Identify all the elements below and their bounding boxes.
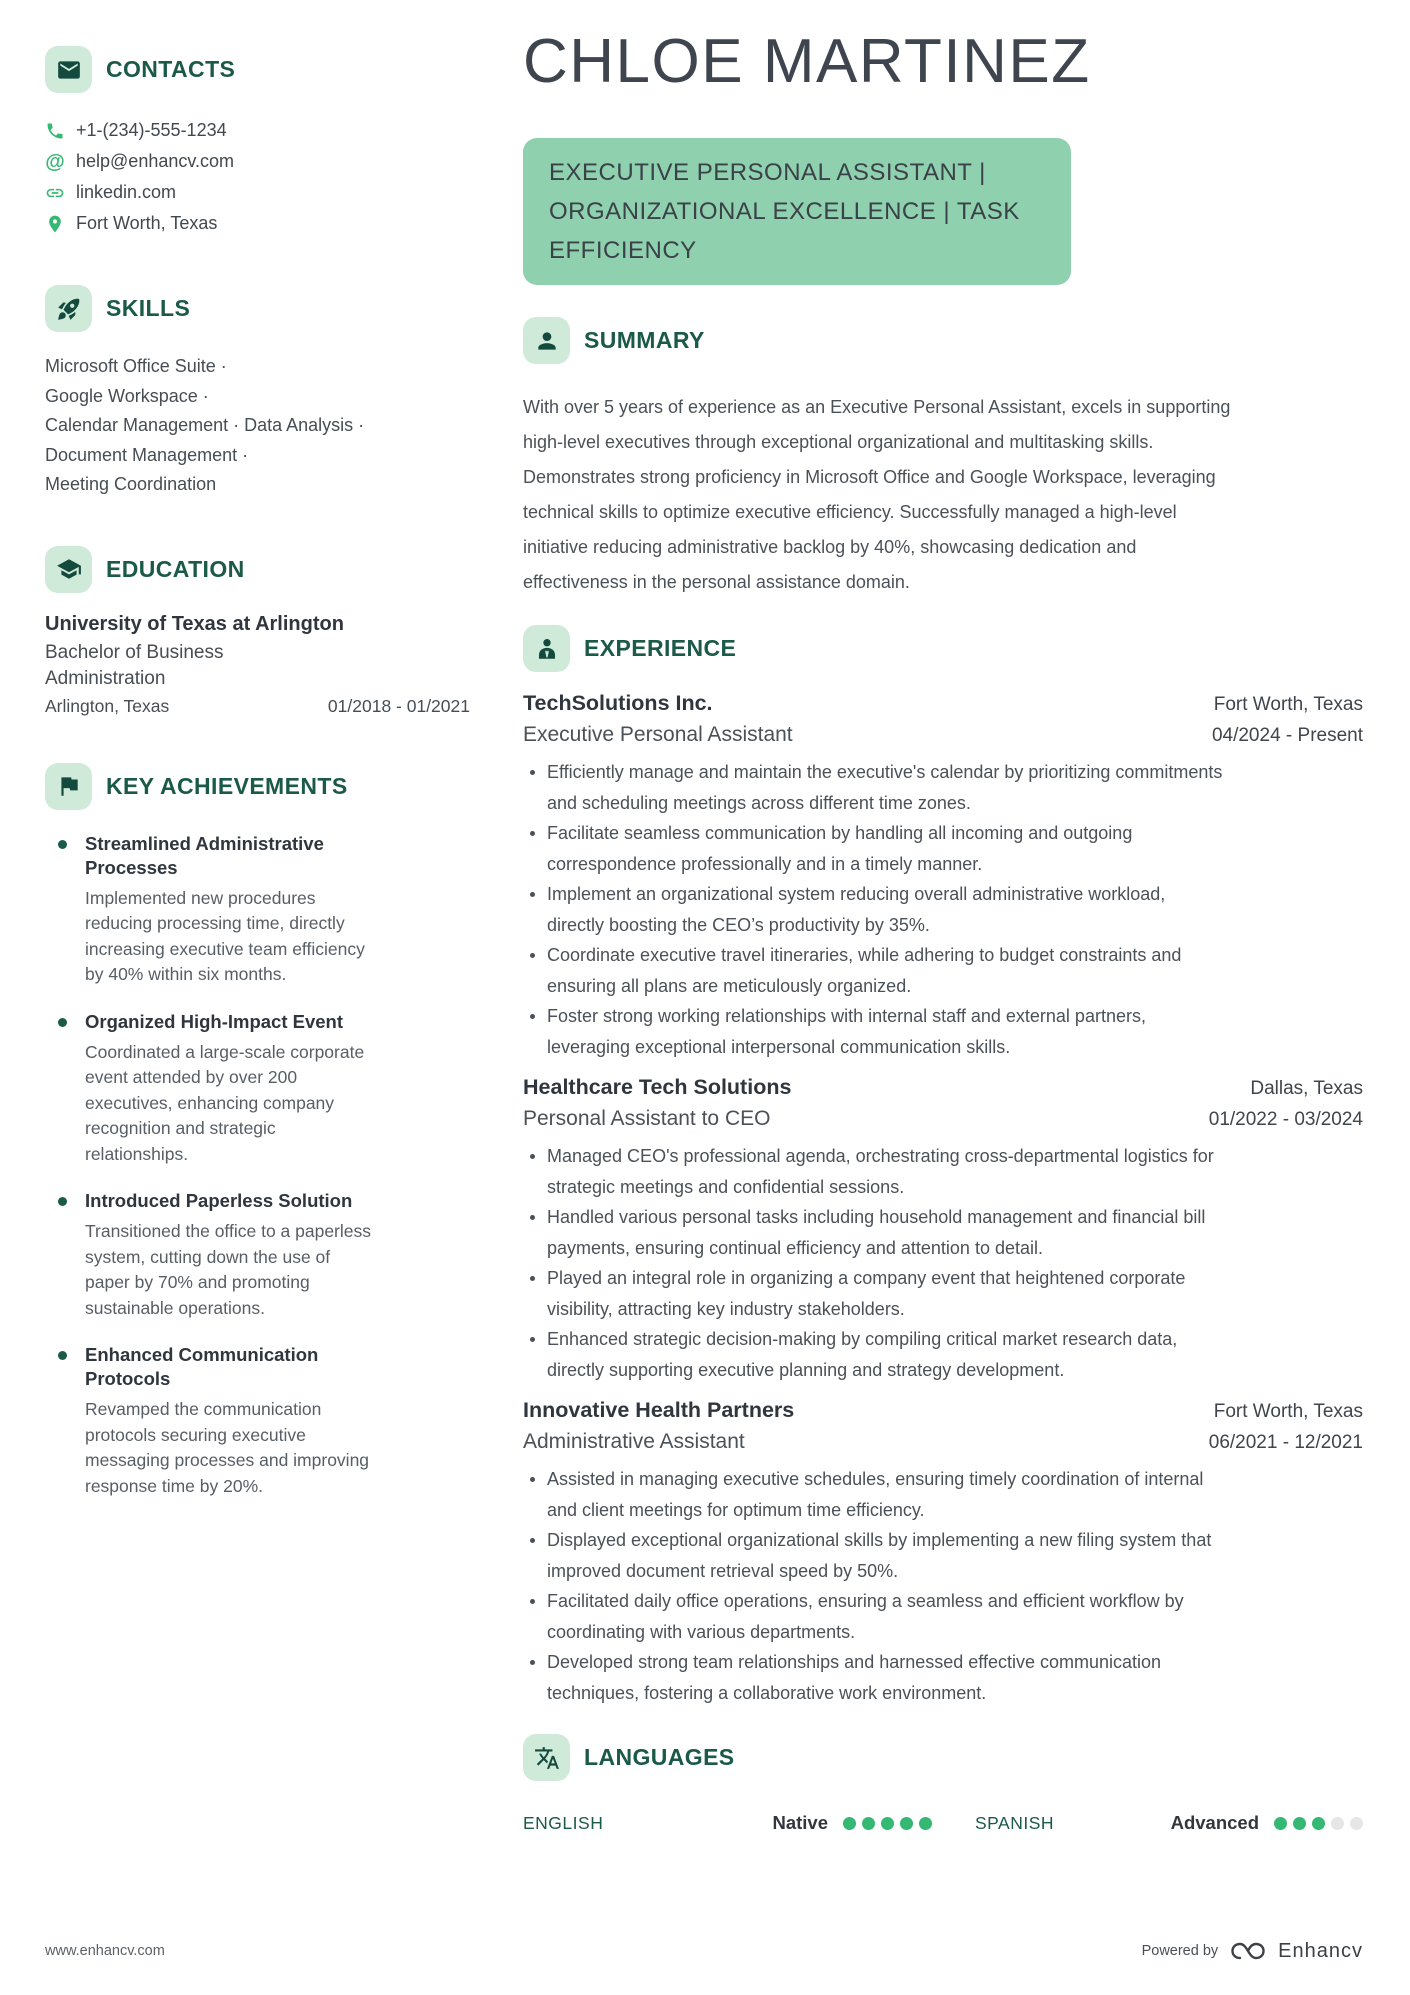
job-bullet-list: [523, 1464, 1223, 1708]
proficiency-dot: [1293, 1817, 1306, 1830]
language-entry: [523, 1812, 932, 1834]
flag-icon: [45, 763, 92, 810]
job-dates: 01/2022 - 03/2024: [1208, 1109, 1363, 1130]
education-meta-row: [45, 696, 470, 717]
job-bullet: Assisted in managing executive schedules, ensuring timely coordination of internal and client meetings for optimum time efficiency.: [523, 1464, 1223, 1525]
envelope-icon: [45, 46, 92, 93]
achievement-title: Enhanced Communication Protocols: [85, 1344, 319, 1389]
contact-phone: [45, 115, 470, 146]
languages-row: [523, 1812, 1363, 1834]
achievements-section-header: [45, 763, 470, 810]
languages-section-header: [523, 1734, 1363, 1781]
contacts-section-header: [45, 46, 470, 93]
achievement-title: Streamlined Administrative Processes: [85, 832, 324, 878]
language-name: ENGLISH: [523, 1812, 604, 1833]
proficiency-dot: [919, 1817, 932, 1830]
job-location: Fort Worth, Texas: [1213, 694, 1363, 715]
enhancv-wordmark: Enhancv: [1278, 1939, 1363, 1962]
achievement-item: [45, 1189, 470, 1321]
person-icon: [523, 317, 570, 364]
experience-entry: [523, 1072, 1363, 1385]
job-bullet: Facilitate seamless communication by handling all incoming and outgoing correspondence professionally and in a timely manner.: [523, 818, 1223, 879]
education-title: EDUCATION: [106, 555, 245, 582]
candidate-name: CHLOE MARTINEZ: [523, 27, 1091, 96]
enhancv-logo-icon: [1228, 1937, 1268, 1965]
page-footer: [45, 1937, 1363, 1965]
company-name: Innovative Health Partners: [523, 1398, 795, 1422]
achievement-body: Transitioned the office to a paperless system, cutting down the use of paper by 70% and promoting sustainable operations.: [85, 1221, 372, 1318]
phone-icon: [45, 121, 65, 141]
location-text: Fort Worth, Texas: [76, 213, 218, 233]
headline-banner: [523, 138, 1071, 285]
languages-title: LANGUAGES: [584, 1744, 735, 1770]
achievement-item: [45, 832, 470, 988]
achievement-item: [45, 1343, 470, 1499]
linkedin-url[interactable]: linkedin.com: [76, 182, 177, 202]
language-level: Native: [772, 1812, 828, 1833]
experience-title: EXPERIENCE: [584, 635, 737, 661]
link-icon: [45, 183, 65, 203]
degree-name: Bachelor of Business Administration: [45, 641, 224, 689]
phone-number: +1-(234)-555-1234: [76, 120, 227, 140]
achievement-title: Introduced Paperless Solution: [85, 1190, 353, 1211]
job-location: Fort Worth, Texas: [1213, 1401, 1363, 1422]
education-location: Arlington, Texas: [45, 695, 170, 716]
job-role: Administrative Assistant: [523, 1430, 745, 1453]
job-bullet: Handled various personal tasks including household management and financial bill payments, ensuring continual efficiency and attention to detail.: [523, 1202, 1223, 1263]
company-name: Healthcare Tech Solutions: [523, 1075, 792, 1099]
language-name: SPANISH: [975, 1812, 1055, 1833]
job-bullet: Enhanced strategic decision-making by compiling critical market research data, directly supporting executive planning and strategy development.: [523, 1324, 1223, 1385]
job-bullet: Played an integral role in organizing a company event that heightened corporate visibility, attracting key industry stakeholders.: [523, 1263, 1223, 1324]
rocket-icon: [45, 285, 92, 332]
person-tie-icon: [523, 625, 570, 672]
skill-line: Meeting Coordination: [45, 474, 217, 494]
achievement-body: Revamped the communication protocols securing executive messaging processes and improving response time by 20%.: [85, 1399, 370, 1496]
contacts-title: CONTACTS: [106, 56, 236, 82]
language-proficiency-dots: [1274, 1817, 1363, 1830]
job-bullet: Managed CEO's professional agenda, orchestrating cross-departmental logistics for strategic meetings and confidential sessions.: [523, 1141, 1223, 1202]
job-role: Executive Personal Assistant: [523, 723, 793, 746]
summary-section-header: [523, 317, 1363, 364]
proficiency-dot: [1274, 1817, 1287, 1830]
skill-line: Calendar Management · Data Analysis ·: [45, 415, 365, 435]
job-bullet-list: [523, 757, 1223, 1062]
graduation-cap-icon: [45, 546, 92, 593]
at-icon: @: [45, 150, 65, 173]
language-level: Advanced: [1170, 1812, 1259, 1833]
job-bullet: Efficiently manage and maintain the executive's calendar by prioritizing commitments and scheduling meetings across different time zones.: [523, 757, 1223, 818]
achievements-title: KEY ACHIEVEMENTS: [106, 772, 348, 799]
summary-paragraph: With over 5 years of experience as an Executive Personal Assistant, excels in supporting high-level executives through exceptional organizational and multitasking skills. Demonstrates strong proficiency in Microsoft Office and Google Workspace, leveraging technical skills to optimize executive efficiency. Successfully managed a high-level initiative reducing administrative backlog by 40%, showcasing dedication and effectiveness in the personal assistance domain.: [523, 397, 1231, 592]
achievement-item: [45, 1010, 470, 1168]
experience-entry: [523, 1395, 1363, 1708]
proficiency-dot: [862, 1817, 875, 1830]
location-pin-icon: [45, 214, 65, 234]
email-address[interactable]: help@enhancv.com: [76, 151, 235, 171]
contact-list: [45, 115, 470, 239]
skill-line: Google Workspace ·: [45, 385, 209, 406]
job-bullet-list: [523, 1141, 1223, 1385]
powered-by-group[interactable]: [1142, 1937, 1363, 1965]
contact-email: [45, 146, 470, 177]
proficiency-dot: [843, 1817, 856, 1830]
sidebar: [45, 0, 470, 1834]
translate-icon: [523, 1734, 570, 1781]
language-entry: [975, 1812, 1363, 1834]
skill-line: Microsoft Office Suite ·: [45, 356, 227, 376]
job-role: Personal Assistant to CEO: [523, 1107, 771, 1130]
main-column: [523, 0, 1363, 1834]
achievements-list: [45, 832, 470, 1500]
proficiency-dot: [881, 1817, 894, 1830]
job-location: Dallas, Texas: [1250, 1078, 1363, 1099]
skills-section-header: [45, 285, 470, 332]
education-dates: 01/2018 - 01/2021: [327, 695, 470, 716]
contact-linkedin: [45, 177, 470, 208]
experience-section-header: [523, 625, 1363, 672]
proficiency-dot: [1331, 1817, 1344, 1830]
proficiency-dot: [1312, 1817, 1325, 1830]
education-section-header: [45, 546, 470, 593]
language-proficiency-dots: [843, 1817, 932, 1830]
achievement-body: Coordinated a large-scale corporate event attended by over 200 executives, enhancing company recognition and strategic relationships.: [85, 1041, 365, 1164]
footer-url[interactable]: www.enhancv.com: [45, 1943, 165, 1959]
powered-by-label: Powered by: [1141, 1943, 1219, 1959]
company-name: TechSolutions Inc.: [523, 691, 713, 715]
skill-line: Document Management ·: [45, 444, 249, 465]
job-dates: 04/2024 - Present: [1211, 725, 1363, 746]
experience-entry: [523, 688, 1363, 1062]
job-bullet: Implement an organizational system reducing overall administrative workload, directly boosting the CEO’s productivity by 35%.: [523, 879, 1223, 940]
skills-title: SKILLS: [106, 295, 191, 321]
job-bullet: Foster strong working relationships with internal staff and external partners, leveraging exceptional interpersonal communication skills.: [523, 1001, 1223, 1062]
school-name: University of Texas at Arlington: [45, 612, 344, 635]
job-bullet: Facilitated daily office operations, ensuring a seamless and efficient workflow by coordinating with various departments.: [523, 1586, 1223, 1647]
job-bullet: Displayed exceptional organizational skills by implementing a new filing system that improved document retrieval speed by 50%.: [523, 1525, 1223, 1586]
proficiency-dot: [1350, 1817, 1363, 1830]
education-entry: [45, 610, 470, 717]
proficiency-dot: [900, 1817, 913, 1830]
job-dates: 06/2021 - 12/2021: [1208, 1432, 1363, 1453]
job-bullet: Coordinate executive travel itineraries, while adhering to budget constraints and ensuring all plans are meticulously organized.: [523, 940, 1223, 1001]
job-bullet: Developed strong team relationships and harnessed effective communication techniques, fostering a collaborative work environment.: [523, 1647, 1223, 1708]
skills-list: [45, 352, 470, 500]
contact-location: [45, 208, 470, 239]
headline-text: EXECUTIVE PERSONAL ASSISTANT | ORGANIZATIONAL EXCELLENCE | TASK EFFICIENCY: [549, 159, 1020, 264]
achievement-title: Organized High-Impact Event: [85, 1010, 344, 1032]
achievement-body: Implemented new procedures reducing processing time, directly increasing executive team efficiency by 40% within six months.: [85, 887, 365, 984]
summary-title: SUMMARY: [584, 327, 705, 353]
